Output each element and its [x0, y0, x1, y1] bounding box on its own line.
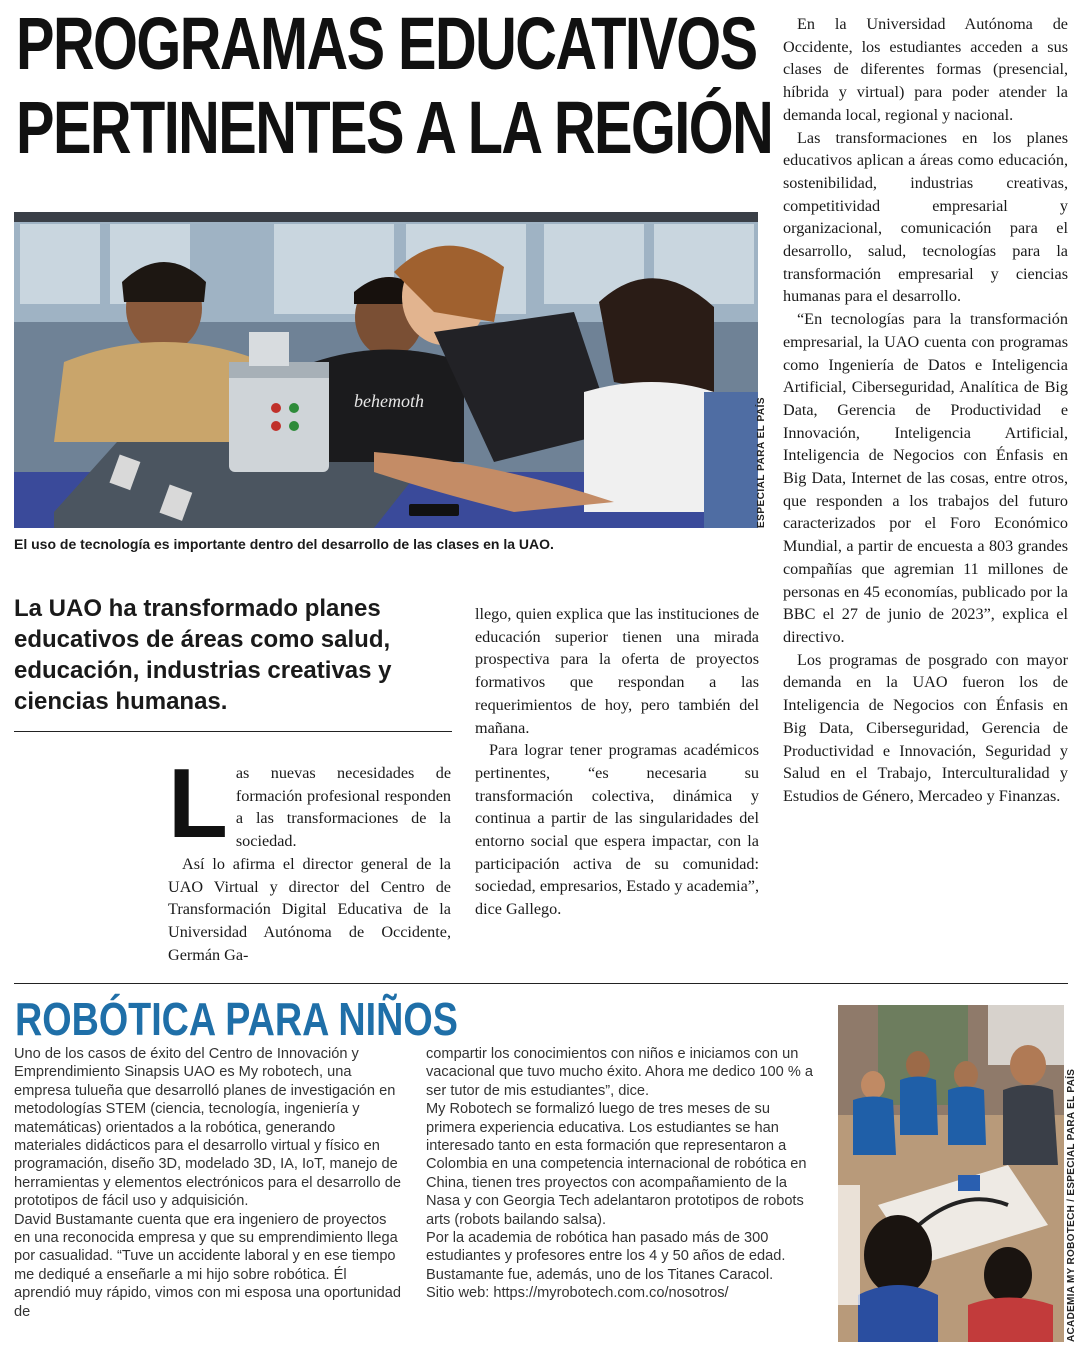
paragraph: En la Universidad Autónoma de Occidente, los estudiantes acceden a sus clases de diferentes formas (presencial, híbrida y virtual) para poder atender la demanda local, regional y nacional. — [783, 15, 1068, 124]
paragraph: Así lo afirma el director general de la UAO Virtual y director del Centro de Transformación Digital Educativa de la Universidad Autónoma de Occidente, Germán Ga- — [168, 854, 451, 964]
robotics-photo-credit: ACADEMIA MY ROBOTECH / ESPECIAL PARA EL PAÍS — [1066, 1068, 1077, 1342]
photo-credit: ESPECIAL PARA EL PAÍS — [756, 396, 767, 528]
headline — [16, 2, 773, 170]
article-column-2 — [475, 603, 759, 921]
paragraph: as nuevas necesidades de formación profesional responden a las transformaciones de la sociedad. — [235, 764, 451, 851]
headline-line-1: PROGRAMAS EDUCATIVOS — [16, 2, 757, 85]
article-column-1 — [168, 748, 451, 966]
website-link[interactable]: Sitio web: https://myrobotech.com.co/nosotros/ — [426, 1285, 729, 1302]
paragraph: “En tecnologías para la transformación empresarial, la UAO cuenta con programas como Ingeniería de Datos e Inteligencia Artificial, Ciberseguridad, Analítica de Big Data, Gerencia de Productividad e Innovación, Inteligencia Artificial, Inteligencia de Negocios con Énfasis en Big Data, Internet de las cosas, entre otros, que responden a los trabajos del futuro caracterizados por el Foro Económico Mundial, a partir de encuesta a 803 grandes compañías que agremian 11 millones de personas en 45 economías, publicado por la BBC el 27 de junio de 2023”, explica el directivo. — [783, 310, 1068, 646]
headline-line-2: PERTINENTES A LA REGIÓN — [16, 86, 773, 169]
paragraph: Para lograr tener programas académicos pertinentes, “es necesaria su transformación colectiva, dinámica y continua a partir de las singularidades del entorno social que espera impactar, con la participación activa de su comunidad: sociedad, empresarios, Estado y academia”, dice Gallego. — [475, 741, 759, 919]
paragraph: Uno de los casos de éxito del Centro de Innovación y Emprendimiento Sinapsis UAO es My robotech, una empresa tulueña que desarrolló planes de investigación en metodologías STEM (ciencia, tecnología, ingeniería y matemáticas) orientados a la robótica, generando materiales didácticos para el desarrollo virtual y físico en programación, diseño 3D, modelado 3D, IA, IoT, manejo de herramientas y elementos electrónicos para el desarrollo de prototipos de fácil uso y adquisición. — [14, 1046, 401, 1210]
robotica-column-1 — [14, 1045, 406, 1321]
robotica-column-2 — [426, 1045, 818, 1303]
divider — [14, 731, 452, 732]
paragraph: Por la academia de robótica han pasado más de 300 estudiantes y profesores entre los 4 y 50 años de edad. Bustamante fue, además, uno de los Titanes Caracol. — [426, 1230, 786, 1283]
classroom-photo — [14, 212, 758, 528]
section-divider — [14, 983, 1068, 984]
paragraph: llego, quien explica que las instituciones de educación superior tienen una mirada prospectiva para la oferta de proyectos formativos que respondan a las requerimientos de hoy, pero también del mañana. — [475, 605, 759, 737]
robotics-class-photo — [838, 1005, 1064, 1342]
lead-paragraph: La UAO ha transformado planes educativos de áreas como salud, educación, industrias creativas y ciencias humanas. — [14, 595, 392, 715]
photo-caption: El uso de tecnología es importante dentro del desarrollo de las clases en la UAO. — [14, 536, 554, 552]
paragraph: David Bustamante cuenta que era ingeniero de proyectos en una reconocida empresa y que su emprendimiento llega por casualidad. “Tuve un accidente laboral y en ese tiempo me dediqué a enseñarle a mi hijo sobre robótica. Él aprendió muy rápido, vimos con mi esposa una oportunidad de — [14, 1211, 401, 1320]
paragraph: My Robotech se formalizó luego de tres meses de su primera experiencia educativa. Los estudiantes se han interesado tanto en esta formación que representaron a Colombia en una competencia internacional de robótica en China, tienen tres proyectos con acompañamiento de la Nasa y con Georgia Tech adelantaron prototipos de robots arts (robots bailando salsa). — [426, 1101, 807, 1228]
section-title: ROBÓTICA PARA NIÑOS — [15, 993, 458, 1045]
paragraph: Las transformaciones en los planes educativos aplican a áreas como educación, sostenibilidad, industrias creativas, competitividad empresarial y organizacional, comunicación para el desarrollo, salud, tecnologías para la transformación empresarial y ciencias humanas para el desarrollo. — [783, 128, 1068, 306]
paragraph: compartir los conocimientos con niños e iniciamos con un vacacional que tuvo mucho éxito. Ahora me dedico 100 % a ser tutor de mis estudiantes”, dice. — [426, 1046, 813, 1099]
drop-cap: L — [168, 748, 228, 858]
shirt-print: behemoth — [354, 391, 424, 411]
article-column-3 — [783, 13, 1068, 808]
paragraph: Los programas de posgrado con mayor demanda en la UAO fueron los de Inteligencia de Negocios con Énfasis en Big Data, Ciberseguridad, Gerencia de Productividad e Innovación, Seguridad y Salud en el Trabajo, Interculturalidad y Estudios de Género, Mercadeo y Finanzas. — [783, 650, 1068, 805]
